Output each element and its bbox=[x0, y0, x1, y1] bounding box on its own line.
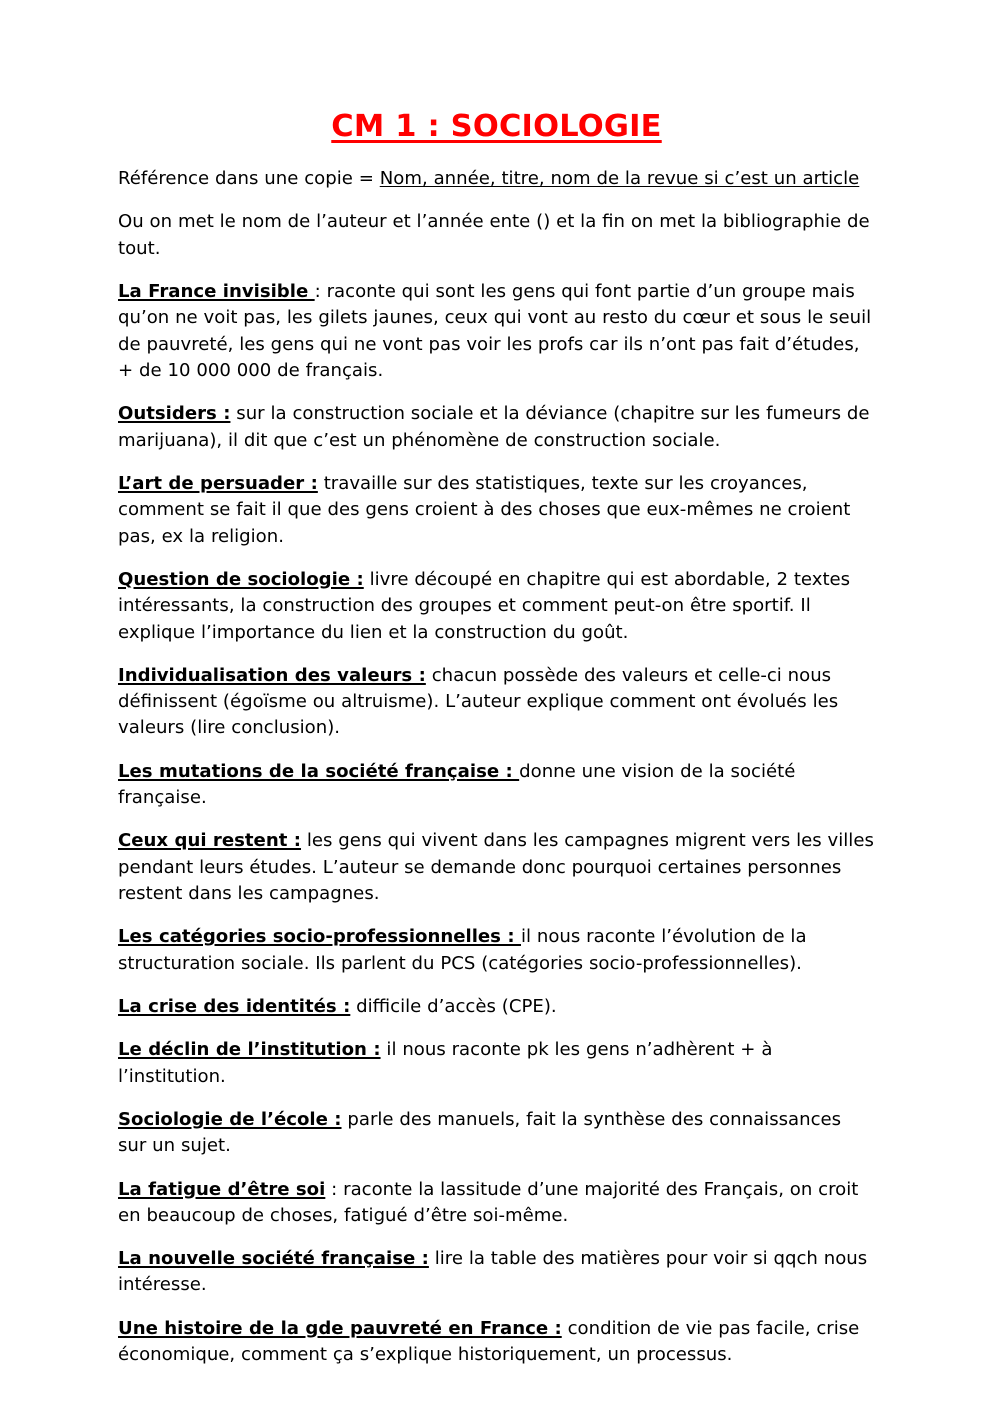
paragraph-individualisation-des-valeurs bbox=[118, 663, 875, 742]
paragraph-emphasis: La fatigue d’être soi bbox=[118, 1178, 326, 1200]
paragraph-la-nouvelle-societe-francaise bbox=[118, 1246, 875, 1299]
paragraph-body: Ou on met le nom de l’auteur et l’année ente () et la fin on met la bibliographie de tout. bbox=[118, 211, 876, 259]
paragraph-la-crise-des-identites bbox=[118, 994, 875, 1020]
paragraph-body: : raconte la lassitude d’une majorité des Français, on croit en beaucoup de choses, fatigué d’être soi-même. bbox=[118, 1178, 865, 1226]
paragraph-emphasis: Les catégories socio-professionnelles : bbox=[118, 926, 521, 948]
paragraph-emphasis: Question de sociologie : bbox=[118, 568, 364, 590]
paragraph-body: chacun possède des valeurs et celle-ci nous définissent (égoïsme ou altruisme). L’auteur explique comment ont évolués les valeurs (lire conclusion). bbox=[118, 664, 845, 739]
paragraph-emphasis: Outsiders : bbox=[118, 403, 231, 425]
document-body bbox=[118, 166, 880, 1368]
paragraph-outsiders bbox=[118, 401, 875, 454]
page-title-text: CM 1 : SOCIOLOGIE bbox=[331, 109, 662, 144]
paragraph-emphasis: La France invisible bbox=[118, 281, 315, 303]
paragraph-une-histoire-de-la-gde-pauvrete-en-france bbox=[118, 1316, 875, 1369]
paragraph-body: difficile d’accès (CPE). bbox=[350, 995, 557, 1017]
paragraph-emphasis: Sociologie de l’école : bbox=[118, 1108, 342, 1130]
paragraph-emphasis: Les mutations de la société française : bbox=[118, 760, 520, 782]
paragraph-body: donne une vision de la société française. bbox=[118, 760, 802, 809]
paragraph-body: sur la construction sociale et la déviance (chapitre sur les fumeurs de marijuana), il dit que c’est un phénomène de construction sociale. bbox=[118, 403, 876, 451]
paragraph-body: les gens qui vivent dans les campagnes migrent vers les villes pendant leurs études. L’auteur se demande donc pourquoi certaines personnes restent dans les campagnes. bbox=[118, 830, 880, 905]
paragraph-emphasis: Ceux qui restent : bbox=[118, 830, 301, 852]
paragraph-body: il nous raconte l’évolution de la structuration sociale. Ils parlent du PCS (catégories socio-professionnelles). bbox=[118, 926, 813, 974]
paragraph-body: parle des manuels, fait la synthèse des connaissances sur un sujet. bbox=[118, 1108, 847, 1157]
paragraph-body: il nous raconte pk les gens n’adhèrent + à l’institution. bbox=[118, 1039, 779, 1087]
paragraph-question-de-sociologie bbox=[118, 567, 875, 646]
paragraph-emphasis: Nom, année, titre, nom de la revue si c’est un article bbox=[379, 168, 860, 190]
paragraph-ceux-qui-restent bbox=[118, 828, 880, 907]
paragraph-les-mutations-de-la-societe-francaise bbox=[118, 759, 875, 812]
paragraph-lead: Référence dans une copie = bbox=[118, 168, 380, 190]
paragraph-emphasis: Le déclin de l’institution : bbox=[118, 1039, 381, 1061]
paragraph-body: travaille sur des statistiques, texte sur les croyances, comment se fait il que des gens croient à des choses que eux-mêmes ne croient pas, ex la religion. bbox=[118, 472, 857, 547]
paragraph-emphasis: Individualisation des valeurs : bbox=[118, 664, 426, 686]
paragraph-body: condition de vie pas facile, crise économique, comment ça s’explique historiquement, un processus. bbox=[118, 1317, 866, 1366]
paragraph-body: livre découpé en chapitre qui est abordable, 2 textes intéressants, la construction des groupes et comment peut-on être sportif. Il explique l’importance du lien et la construction du goût. bbox=[118, 568, 856, 643]
paragraph-body: lire la table des matières pour voir si qqch nous intéresse. bbox=[118, 1248, 874, 1296]
paragraph-emphasis: La nouvelle société française : bbox=[118, 1248, 429, 1270]
paragraph-les-categories-socio-professionnelles bbox=[118, 924, 875, 977]
page-title bbox=[118, 110, 875, 144]
paragraph-le-declin-de-linstitution bbox=[118, 1037, 875, 1090]
paragraph-sociologie-de-lecole bbox=[118, 1107, 875, 1160]
paragraph-bibliographie bbox=[118, 209, 875, 262]
paragraph-lart-de-persuader bbox=[118, 471, 875, 550]
paragraph-reference bbox=[118, 166, 875, 192]
paragraph-la-fatigue-detre-soi bbox=[118, 1177, 875, 1230]
paragraph-emphasis: L’art de persuader : bbox=[118, 472, 318, 494]
paragraph-emphasis: Une histoire de la gde pauvreté en France : bbox=[118, 1317, 562, 1339]
paragraph-la-france-invisible bbox=[118, 279, 878, 384]
paragraph-body: : raconte qui sont les gens qui font partie d’un groupe mais qu’on ne voit pas, les gilets jaunes, ceux qui vont au resto du cœur et sous le seuil de pauvreté, les gens qui ne vont pas voir les profs car ils n’ont pas fait d’études, + de 10 000 000 de français. bbox=[118, 281, 878, 382]
paragraph-emphasis: La crise des identités : bbox=[118, 995, 351, 1017]
